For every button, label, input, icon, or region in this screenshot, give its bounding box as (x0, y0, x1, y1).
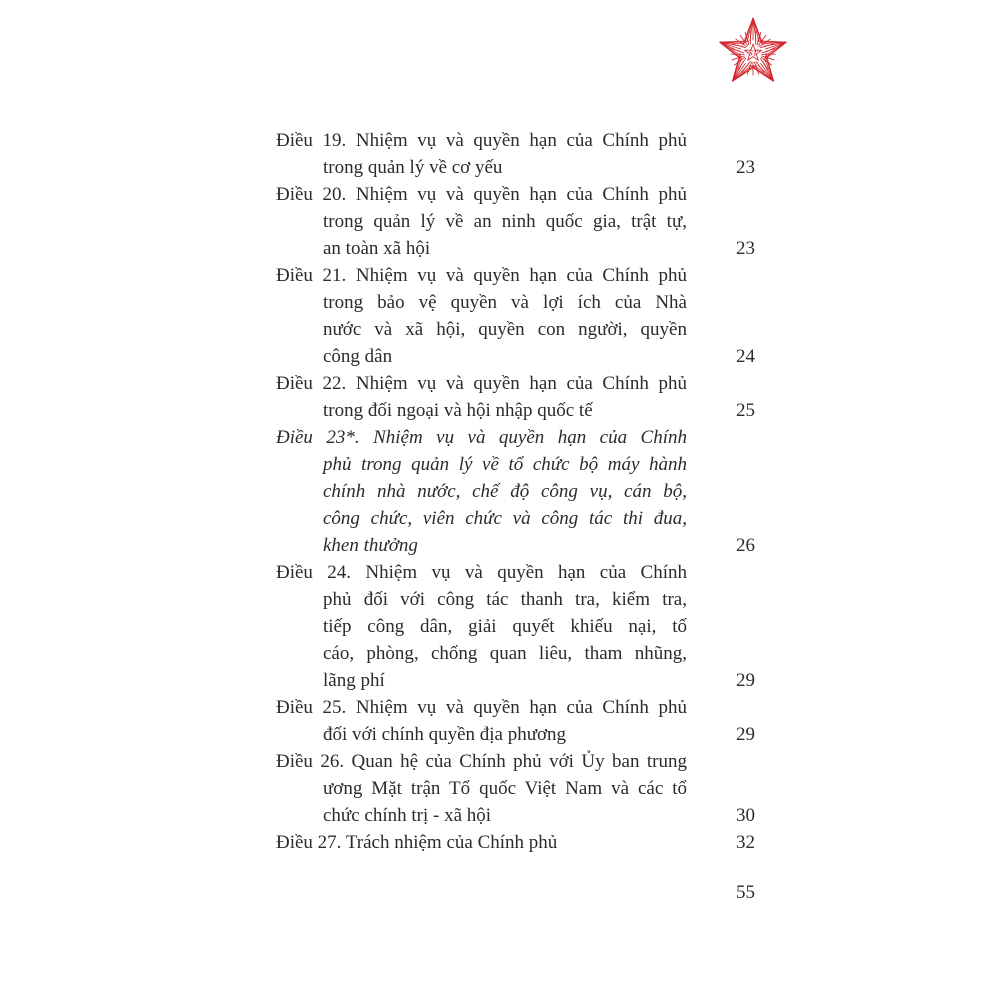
toc-entry-line (276, 262, 755, 289)
toc-entry-page-number: 23 (736, 157, 755, 178)
toc-entry-page-number: 32 (736, 832, 755, 853)
toc-entry-text: an toàn xã hội (323, 238, 431, 259)
toc-entry-text: công dân (323, 346, 393, 367)
toc-entry-line (276, 802, 755, 829)
toc-entry-page-number: 23 (736, 238, 755, 259)
toc-entry-page-number: 24 (736, 346, 755, 367)
toc-entry (276, 127, 755, 181)
toc-entry-line (276, 775, 755, 802)
toc-entry-text: Điều 19. Nhiệm vụ và quyền hạn của Chính phủ (276, 130, 687, 151)
table-of-contents (276, 127, 755, 856)
page-number: 55 (736, 882, 755, 903)
toc-entry-line (276, 505, 755, 532)
toc-entry-line (276, 667, 755, 694)
toc-entry (276, 829, 755, 856)
toc-entry-line (276, 721, 755, 748)
toc-entry-line (276, 559, 755, 586)
toc-entry-line (276, 640, 755, 667)
toc-entry (276, 181, 755, 262)
toc-entry-page-number: 25 (736, 400, 755, 421)
toc-entry-text: tiếp công dân, giải quyết khiếu nại, tố (323, 616, 687, 637)
toc-entry-line (276, 208, 755, 235)
toc-entry-line (276, 316, 755, 343)
toc-entry (276, 748, 755, 829)
toc-entry-text: trong bảo vệ quyền và lợi ích của Nhà (323, 292, 687, 313)
toc-entry-line (276, 613, 755, 640)
toc-entry-line (276, 154, 755, 181)
toc-entry-page-number: 29 (736, 724, 755, 745)
toc-entry-text: trong quản lý về cơ yếu (323, 157, 503, 178)
toc-entry-line (276, 127, 755, 154)
toc-entry-text: ương Mặt trận Tổ quốc Việt Nam và các tổ (323, 778, 687, 799)
toc-entry (276, 370, 755, 424)
toc-entry-page-number: 26 (736, 535, 755, 556)
toc-entry-text: đối với chính quyền địa phương (323, 724, 567, 745)
toc-entry-text: Điều 21. Nhiệm vụ và quyền hạn của Chính phủ (276, 265, 687, 286)
toc-entry-text: Điều 23*. Nhiệm vụ và quyền hạn của Chính (276, 427, 687, 448)
toc-entry (276, 424, 755, 559)
toc-entry-text: lãng phí (323, 670, 385, 691)
toc-entry-line (276, 424, 755, 451)
toc-entry-text: nước và xã hội, quyền con người, quyền (323, 319, 687, 340)
toc-entry-text: khen thưởng (323, 535, 418, 556)
toc-entry-text: Điều 22. Nhiệm vụ và quyền hạn của Chính phủ (276, 373, 687, 394)
toc-entry-line (276, 694, 755, 721)
logo-monogram: ST (748, 48, 758, 58)
toc-entry-line (276, 586, 755, 613)
toc-entry-line (276, 829, 755, 856)
publisher-logo (714, 14, 792, 92)
toc-entry-text: Điều 20. Nhiệm vụ và quyền hạn của Chính phủ (276, 184, 687, 205)
toc-entry-line (276, 370, 755, 397)
toc-entry-text: phủ đối với công tác thanh tra, kiểm tra, (323, 589, 687, 610)
toc-entry-text: Điều 27. Trách nhiệm của Chính phủ (276, 832, 558, 853)
toc-entry-text: Điều 26. Quan hệ của Chính phủ với Ủy ban trung (276, 751, 687, 772)
toc-entry-text: Điều 24. Nhiệm vụ và quyền hạn của Chính (276, 562, 687, 583)
toc-entry-line (276, 289, 755, 316)
toc-entry-line (276, 235, 755, 262)
toc-entry (276, 559, 755, 694)
star-burst-icon (714, 14, 792, 92)
toc-entry-text: chính nhà nước, chế độ công vụ, cán bộ, (323, 481, 687, 502)
toc-entry-text: chức chính trị - xã hội (323, 805, 492, 826)
toc-entry (276, 694, 755, 748)
toc-entry-text: cáo, phòng, chống quan liêu, tham nhũng, (323, 643, 687, 664)
toc-entry-line (276, 532, 755, 559)
toc-entry-text: trong quản lý về an ninh quốc gia, trật tự, (323, 211, 687, 232)
toc-entry (276, 262, 755, 370)
toc-entry-text: Điều 25. Nhiệm vụ và quyền hạn của Chính phủ (276, 697, 687, 718)
toc-entry-line (276, 748, 755, 775)
toc-entry-page-number: 30 (736, 805, 755, 826)
toc-entry-line (276, 181, 755, 208)
toc-entry-text: trong đối ngoại và hội nhập quốc tế (323, 400, 593, 421)
toc-entry-line (276, 451, 755, 478)
toc-entry-page-number: 29 (736, 670, 755, 691)
toc-entry-line (276, 397, 755, 424)
toc-entry-line (276, 343, 755, 370)
toc-entry-text: công chức, viên chức và công tác thi đua, (323, 508, 687, 529)
toc-entry-line (276, 478, 755, 505)
toc-entry-text: phủ trong quản lý về tổ chức bộ máy hành (323, 454, 687, 475)
